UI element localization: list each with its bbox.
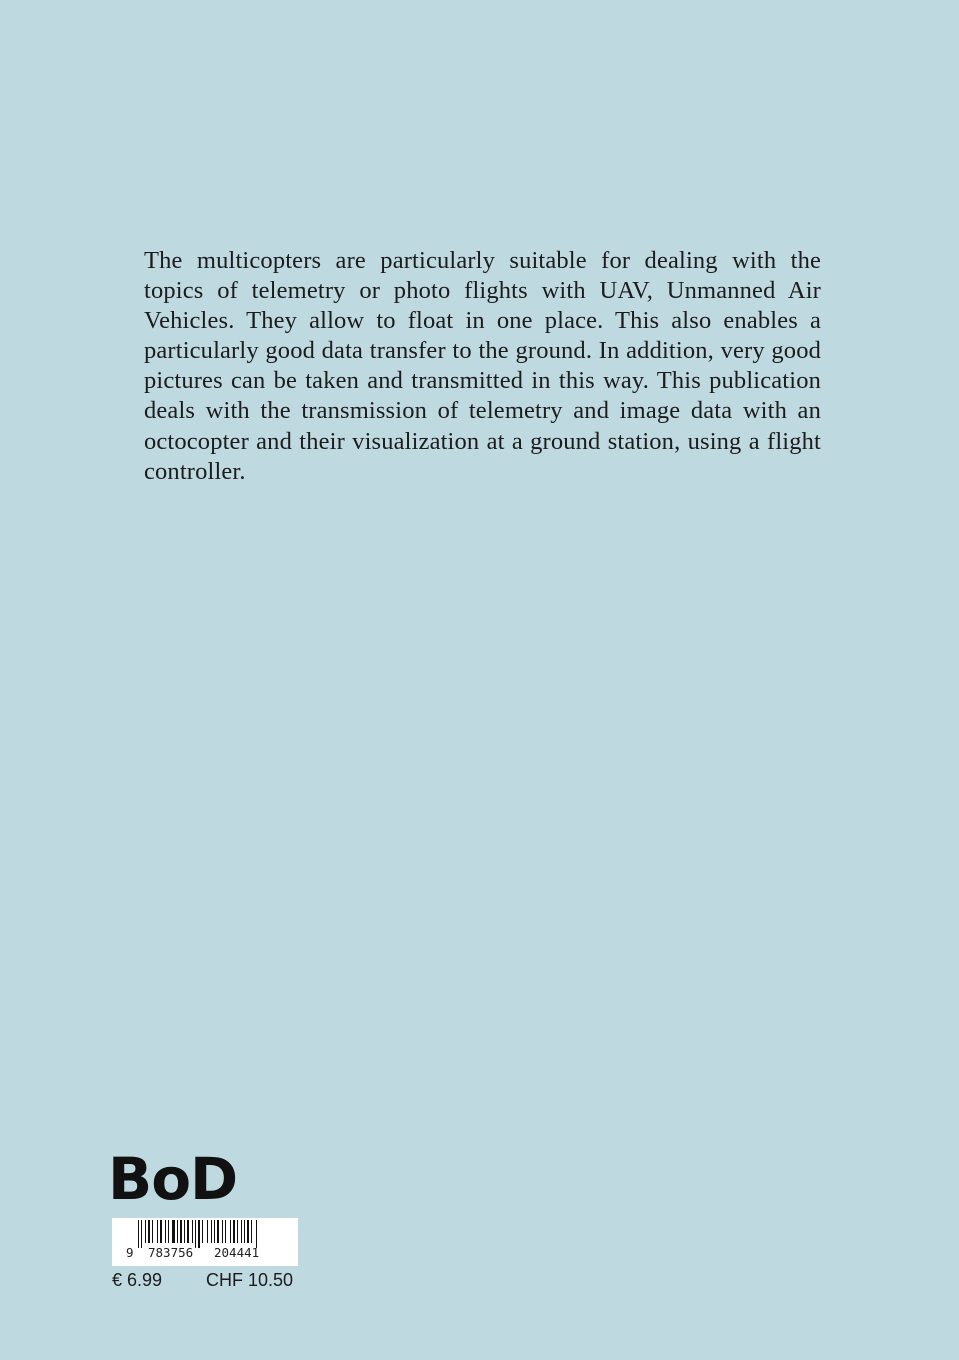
barcode-bar xyxy=(256,1220,257,1248)
barcode-bar xyxy=(244,1220,245,1243)
barcode-bar xyxy=(180,1220,182,1243)
barcode-bar xyxy=(138,1220,139,1248)
back-cover-blurb: The multicopters are particularly suitable for dealing with the topics of telemetry or photo flights with UAV, Unmanned Air Vehicles. They allow to float in one place. This also enables a particularly good data transfer to the ground. In addition, very good pictures can be taken and transmitted in this way. This publication deals with the transmission of telemetry and image data with an octocopter and their visualization at a ground station, using a flight controller. xyxy=(144,247,821,485)
barcode-bar xyxy=(217,1220,219,1243)
barcode-bar xyxy=(152,1220,153,1243)
barcode-bar xyxy=(141,1220,142,1248)
barcode-bar xyxy=(225,1220,226,1243)
barcode-bar xyxy=(177,1220,178,1243)
price-eur: € 6.99 xyxy=(112,1270,163,1290)
barcode-bar xyxy=(157,1220,158,1243)
isbn-barcode xyxy=(112,1218,298,1266)
barcode-bar xyxy=(241,1220,242,1243)
barcode-bar xyxy=(172,1220,175,1243)
barcode-bar xyxy=(187,1220,189,1243)
isbn-right-group: 204441 xyxy=(214,1245,260,1260)
barcode-bar xyxy=(192,1220,193,1243)
barcode-bars xyxy=(112,1218,298,1248)
barcode-bar xyxy=(211,1220,212,1243)
barcode-bar xyxy=(251,1220,252,1243)
price-chf: CHF 10.50 xyxy=(206,1270,294,1290)
barcode-bar xyxy=(168,1220,169,1243)
publisher-logo: BoD xyxy=(108,1145,238,1213)
barcode-bar xyxy=(222,1220,223,1243)
barcode-bar xyxy=(230,1220,231,1243)
barcode-bar xyxy=(184,1220,185,1243)
barcode-bar xyxy=(148,1220,150,1243)
barcode-bar xyxy=(198,1220,200,1248)
barcode-bar xyxy=(247,1220,249,1243)
isbn-left-group: 783756 xyxy=(148,1245,194,1260)
barcode-bar xyxy=(202,1220,203,1243)
barcode-bar xyxy=(233,1220,235,1243)
barcode-bar xyxy=(165,1220,166,1243)
barcode-bar xyxy=(207,1220,208,1243)
barcode-bar xyxy=(145,1220,146,1243)
barcode-bar xyxy=(237,1220,238,1243)
barcode-bar xyxy=(160,1220,162,1243)
isbn-digits xyxy=(112,1245,298,1263)
barcode-bar xyxy=(214,1220,215,1243)
barcode-bar xyxy=(195,1220,196,1248)
isbn-first-digit: 9 xyxy=(126,1245,134,1260)
